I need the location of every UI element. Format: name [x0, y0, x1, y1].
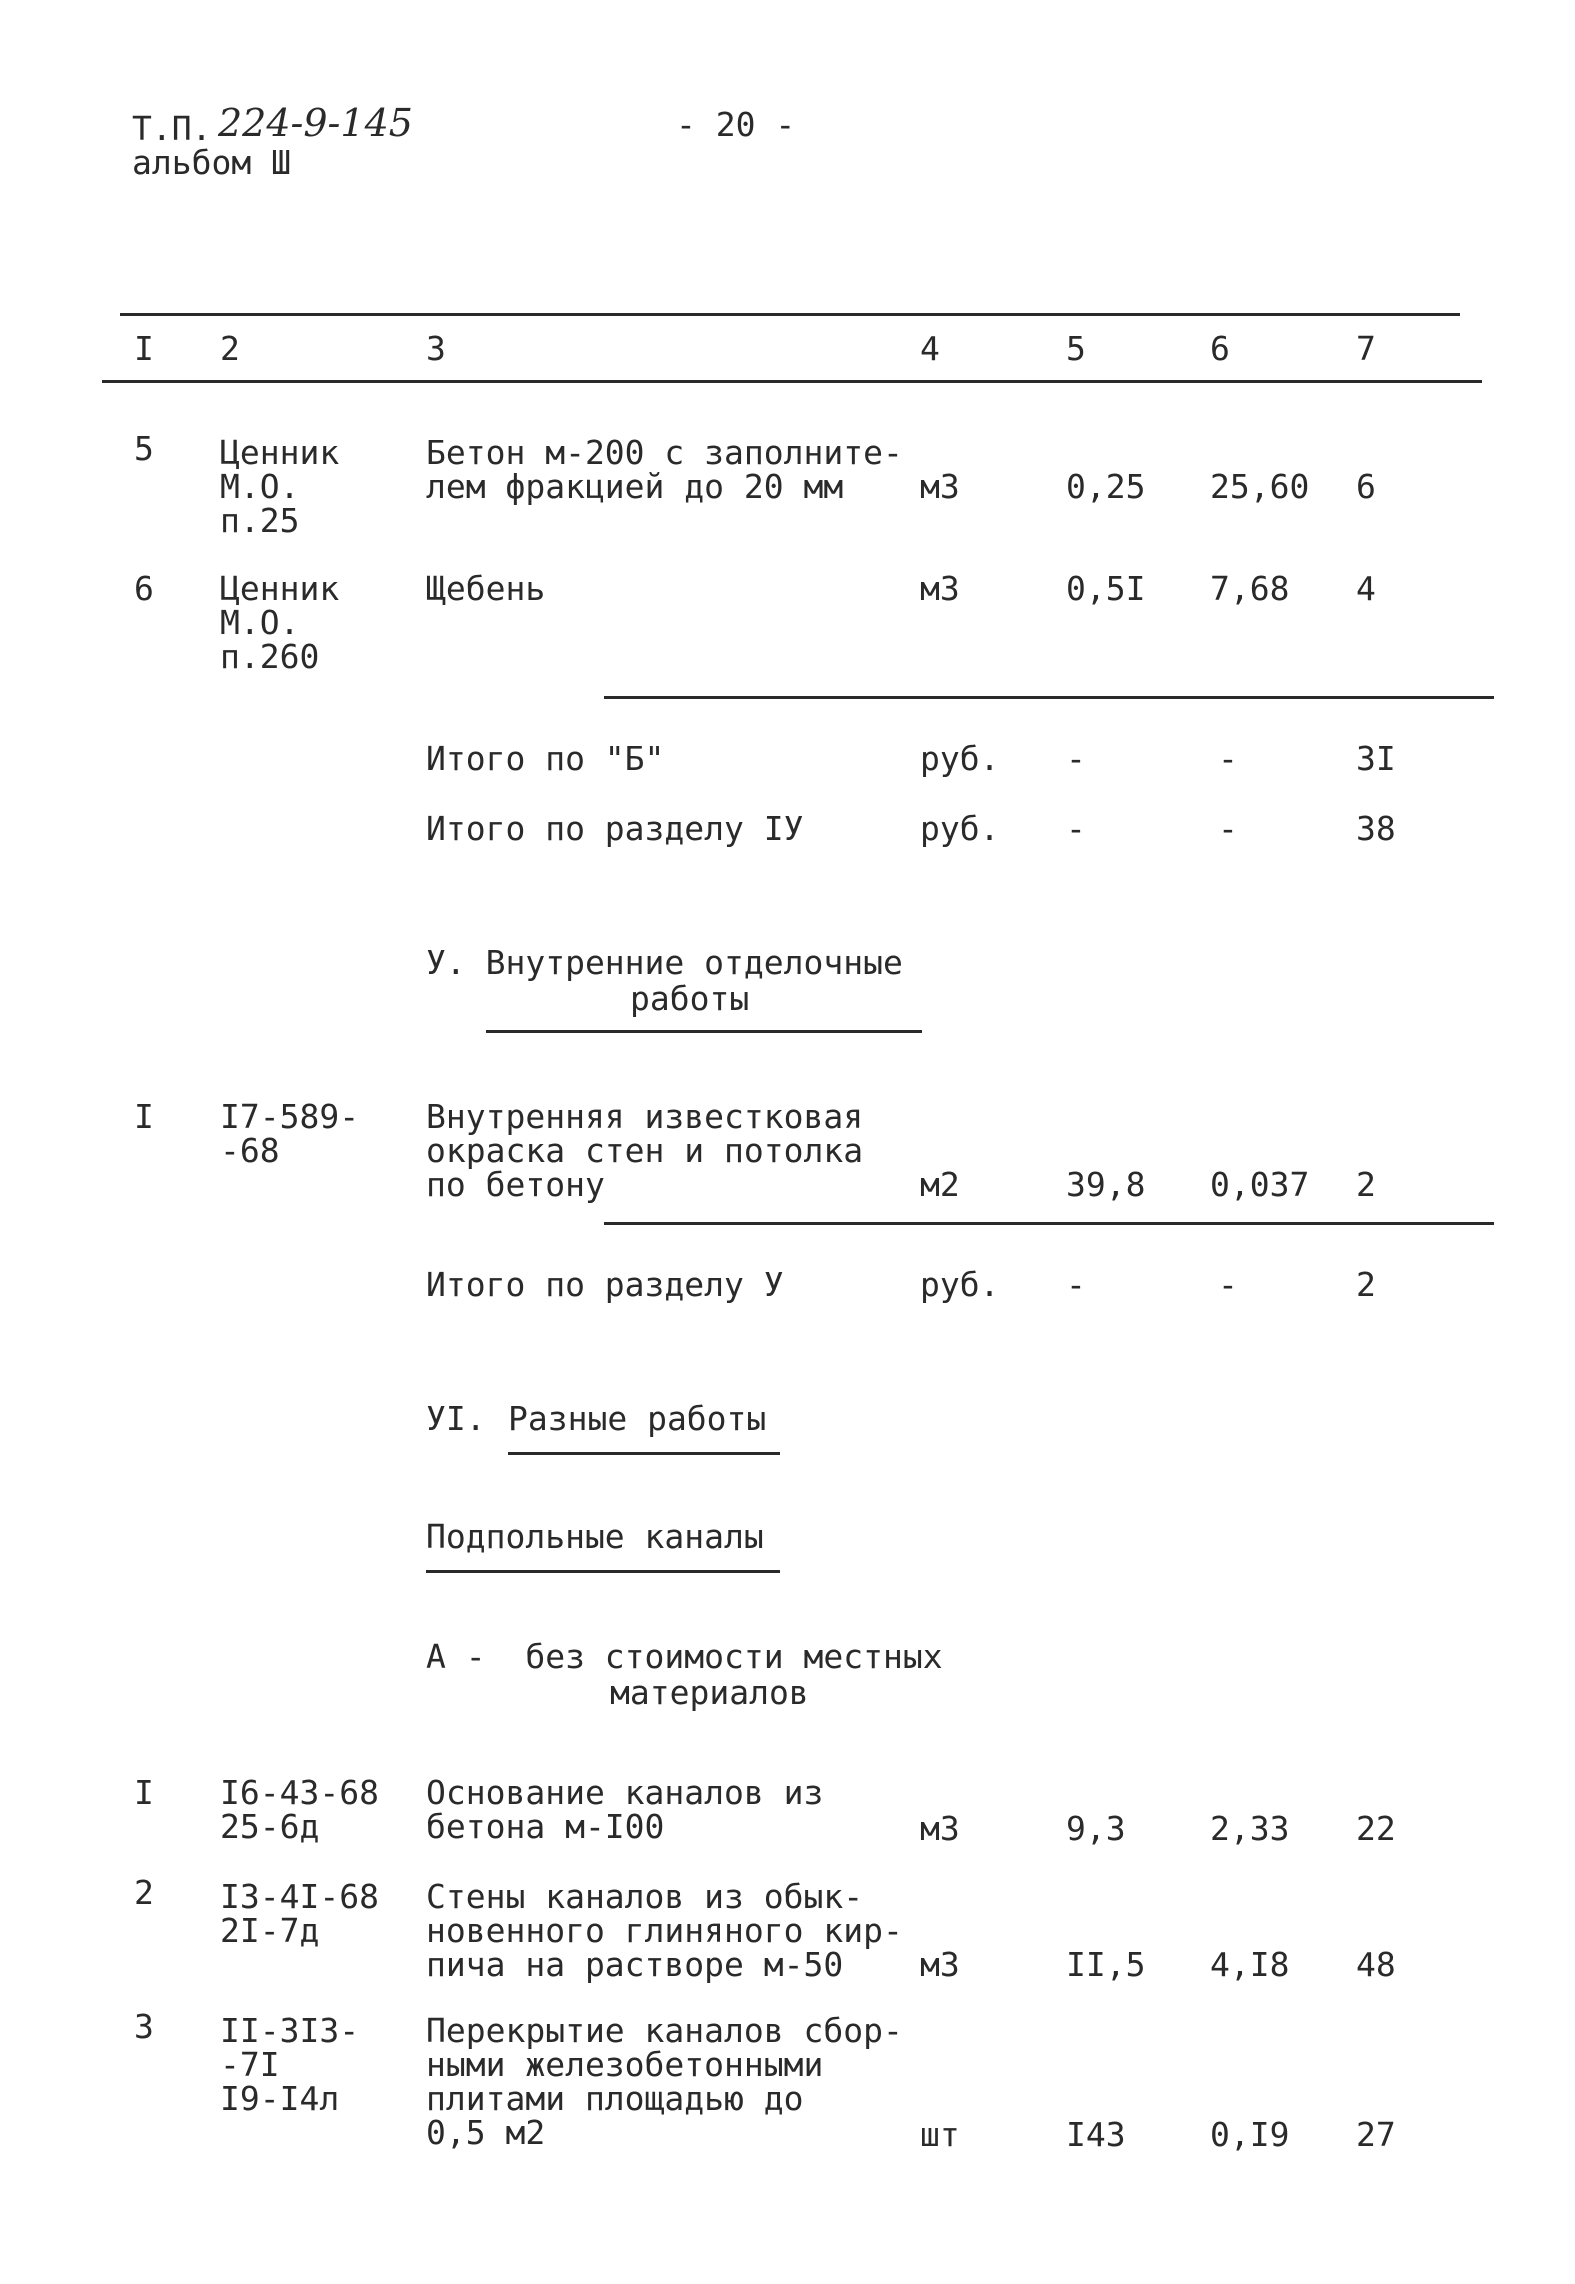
- row-reference: Ценник М.О. п.260: [220, 569, 340, 676]
- row-reference: II-3I3- -7I I9-I4л: [220, 2011, 360, 2118]
- section-underline: [486, 1030, 922, 1033]
- col-header-6: 6: [1210, 329, 1230, 368]
- row-quantity: I43: [1066, 2115, 1126, 2154]
- subsection-underline: [426, 1570, 780, 1573]
- total-quantity: -: [1066, 1265, 1086, 1304]
- row-total: 4: [1356, 569, 1376, 608]
- row-total: 2: [1356, 1165, 1376, 1204]
- section-title-line2: работы: [630, 979, 750, 1018]
- row-description: Бетон м-200 с заполните- лем фракцией до 20 мм: [426, 433, 903, 506]
- section-title: У. Внутренние отделочные: [426, 943, 903, 982]
- col-header-7: 7: [1356, 329, 1376, 368]
- row-unit-price: 0,I9: [1210, 2115, 1290, 2154]
- row-unit-price: 2,33: [1210, 1809, 1290, 1848]
- row-number: 5: [134, 429, 154, 468]
- col-header-5: 5: [1066, 329, 1086, 368]
- total-unit: руб.: [920, 1265, 1000, 1304]
- row-total: 6: [1356, 467, 1376, 506]
- row-unit: м3: [920, 1945, 960, 1984]
- header-bottom-rule: [102, 380, 1482, 383]
- row-number: I: [134, 1097, 154, 1136]
- section-number: УI.: [426, 1399, 486, 1438]
- row-unit-price: 0,037: [1210, 1165, 1310, 1204]
- row-unit-price: 25,60: [1210, 467, 1310, 506]
- row-unit: м3: [920, 1809, 960, 1848]
- row-description: Внутренняя известковая окраска стен и потолка по бетону: [426, 1097, 864, 1204]
- col-header-2: 2: [220, 329, 240, 368]
- row-number: I: [134, 1773, 154, 1812]
- row-reference: I7-589- -68: [220, 1097, 360, 1170]
- total-price: -: [1218, 739, 1238, 778]
- total-quantity: -: [1066, 739, 1086, 778]
- total-sum: 3I: [1356, 739, 1396, 778]
- row-total: 48: [1356, 1945, 1396, 1984]
- row-unit-price: 7,68: [1210, 569, 1290, 608]
- row-number: 3: [134, 2007, 154, 2046]
- total-label: Итого по "Б": [426, 739, 665, 778]
- row-quantity: 0,25: [1066, 467, 1146, 506]
- group-title-line2: материалов: [610, 1673, 809, 1712]
- row-quantity: 39,8: [1066, 1165, 1146, 1204]
- total-label: Итого по разделу У: [426, 1265, 784, 1304]
- doc-code-handwritten: 224-9-145: [218, 101, 413, 145]
- total-sum: 38: [1356, 809, 1396, 848]
- row-description: Основание каналов из бетона м-I00: [426, 1773, 824, 1846]
- total-unit: руб.: [920, 739, 1000, 778]
- subsection-title: Подпольные каналы: [426, 1517, 764, 1556]
- total-label: Итого по разделу IУ: [426, 809, 804, 848]
- row-description: Стены каналов из обык- новенного глиняного кир- пича на растворе м-50: [426, 1877, 903, 1984]
- album-label: альбом Ш: [132, 143, 291, 182]
- page-number: - 20 -: [676, 105, 796, 144]
- total-price: -: [1218, 809, 1238, 848]
- col-header-1: I: [134, 329, 154, 368]
- total-quantity: -: [1066, 809, 1086, 848]
- total-unit: руб.: [920, 809, 1000, 848]
- row-quantity: II,5: [1066, 1945, 1146, 1984]
- row-quantity: 0,5I: [1066, 569, 1146, 608]
- row-reference: I6-43-68 25-6д: [220, 1773, 379, 1846]
- col-header-3: 3: [426, 329, 446, 368]
- row-unit: м2: [920, 1165, 960, 1204]
- row-unit: шт: [920, 2115, 960, 2154]
- row-quantity: 9,3: [1066, 1809, 1126, 1848]
- row-description: Перекрытие каналов сбор- ными железобетонными плитами площадью до 0,5 м2: [426, 2011, 903, 2152]
- row-total: 22: [1356, 1809, 1396, 1848]
- row-reference: I3-4I-68 2I-7д: [220, 1877, 379, 1950]
- group-title: А - без стоимости местных: [426, 1637, 943, 1676]
- row-description: Щебень: [426, 569, 546, 608]
- row-reference: Ценник М.О. п.25: [220, 433, 340, 540]
- section-underline: [508, 1452, 780, 1455]
- subtotal-rule: [604, 696, 1494, 699]
- row-number: 2: [134, 1873, 154, 1912]
- col-header-4: 4: [920, 329, 940, 368]
- subtotal-rule: [604, 1222, 1494, 1225]
- row-unit-price: 4,I8: [1210, 1945, 1290, 1984]
- header-top-rule: [120, 313, 1460, 316]
- total-price: -: [1218, 1265, 1238, 1304]
- row-number: 6: [134, 569, 154, 608]
- row-unit: м3: [920, 569, 960, 608]
- row-total: 27: [1356, 2115, 1396, 2154]
- row-unit: м3: [920, 467, 960, 506]
- total-sum: 2: [1356, 1265, 1376, 1304]
- section-title: Разные работы: [508, 1399, 767, 1438]
- doc-code-prefix: Т.П.: [132, 109, 212, 148]
